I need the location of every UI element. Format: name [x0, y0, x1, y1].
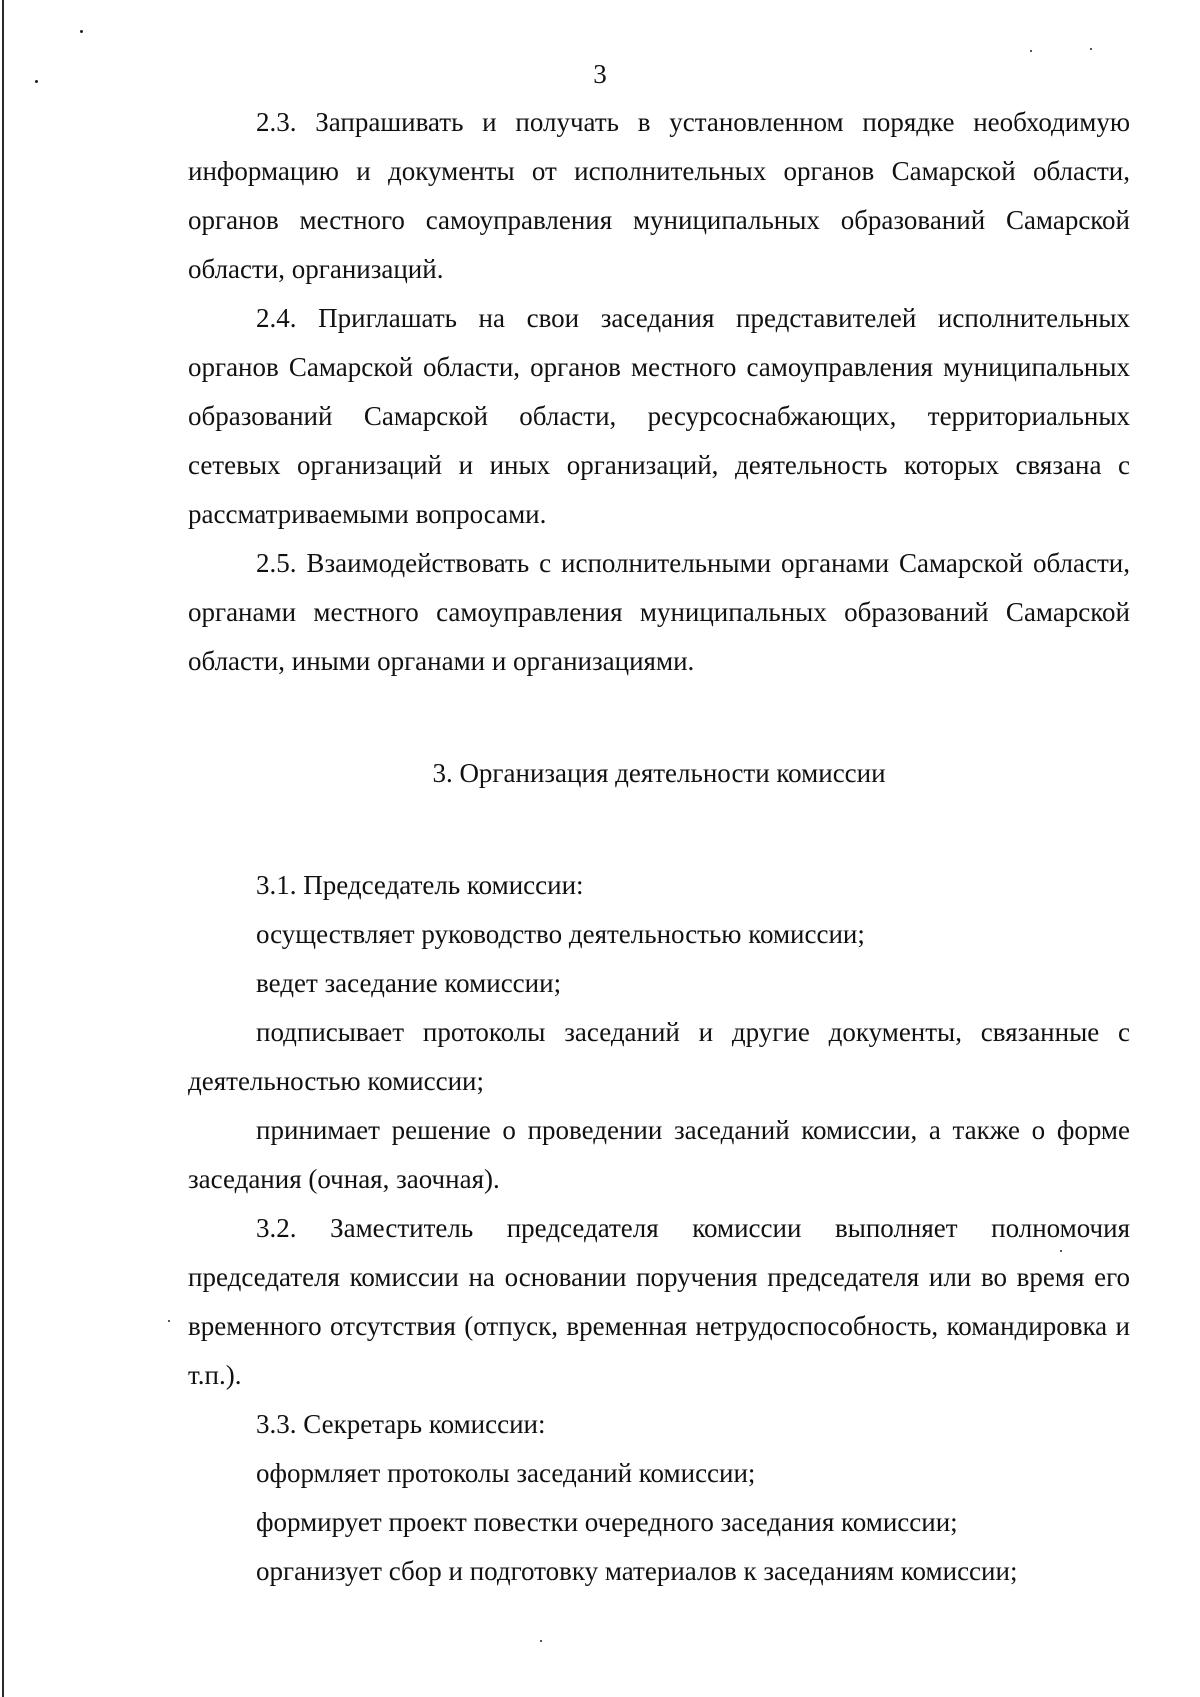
scan-speck	[1030, 50, 1032, 52]
scan-speck	[1090, 48, 1092, 50]
list-item-secretary-agenda: формирует проект повестки очередного заседания комиссии;	[256, 1507, 958, 1537]
scan-speck	[1060, 1250, 1062, 1252]
document-body	[188, 98, 1130, 1596]
scan-speck	[80, 30, 83, 33]
list-item-chair-conducts: ведет заседание комиссии;	[256, 968, 562, 998]
list-item-chair-leads: осуществляет руководство деятельностью комиссии;	[256, 919, 865, 949]
paragraph-3-2: 3.2. Заместитель председателя комиссии выполняет полномочия председателя комиссии на основании поручения председателя или во время его временного отсутствия (отпуск, временная нетрудоспособность, командировка и т.п.).	[188, 1213, 1130, 1390]
list-item-secretary-minutes: оформляет протоколы заседаний комиссии;	[256, 1458, 756, 1488]
paragraph-2-5: 2.5. Взаимодействовать с исполнительными органами Самарской области, органами местного самоуправления муниципальных образований Самарской области, иными органами и организациями.	[188, 548, 1130, 676]
paragraph-2-3: 2.3. Запрашивать и получать в установленном порядке необходимую информацию и документы от исполнительных органов Самарской области, органов местного самоуправления муниципальных образований Самарской области, организаций.	[188, 107, 1130, 284]
section-heading: 3. Организация деятельности комиссии	[432, 758, 886, 788]
paragraph-3-3: 3.3. Секретарь комиссии:	[256, 1409, 546, 1439]
list-item-chair-signs: подписывает протоколы заседаний и другие документы, связанные с деятельностью комиссии;	[188, 1017, 1130, 1096]
page-number: 3	[593, 59, 607, 89]
scan-speck	[540, 1640, 542, 1642]
scan-speck	[168, 1320, 170, 1322]
scan-speck	[35, 80, 38, 83]
paragraph-2-4: 2.4. Приглашать на свои заседания представителей исполнительных органов Самарской области, органов местного самоуправления муниципальных образований Самарской области, ресурсоснабжающих, территориальных сетевых организаций и иных организаций, деятельность которых связана с рассматриваемыми вопросами.	[188, 303, 1130, 529]
list-item-secretary-materials: организует сбор и подготовку материалов к заседаниям комиссии;	[256, 1556, 1018, 1586]
scan-left-edge	[2, 0, 4, 1697]
list-item-chair-decides: принимает решение о проведении заседаний комиссии, а также о форме заседания (очная, заочная).	[188, 1115, 1130, 1194]
paragraph-3-1: 3.1. Председатель комиссии:	[256, 870, 584, 900]
